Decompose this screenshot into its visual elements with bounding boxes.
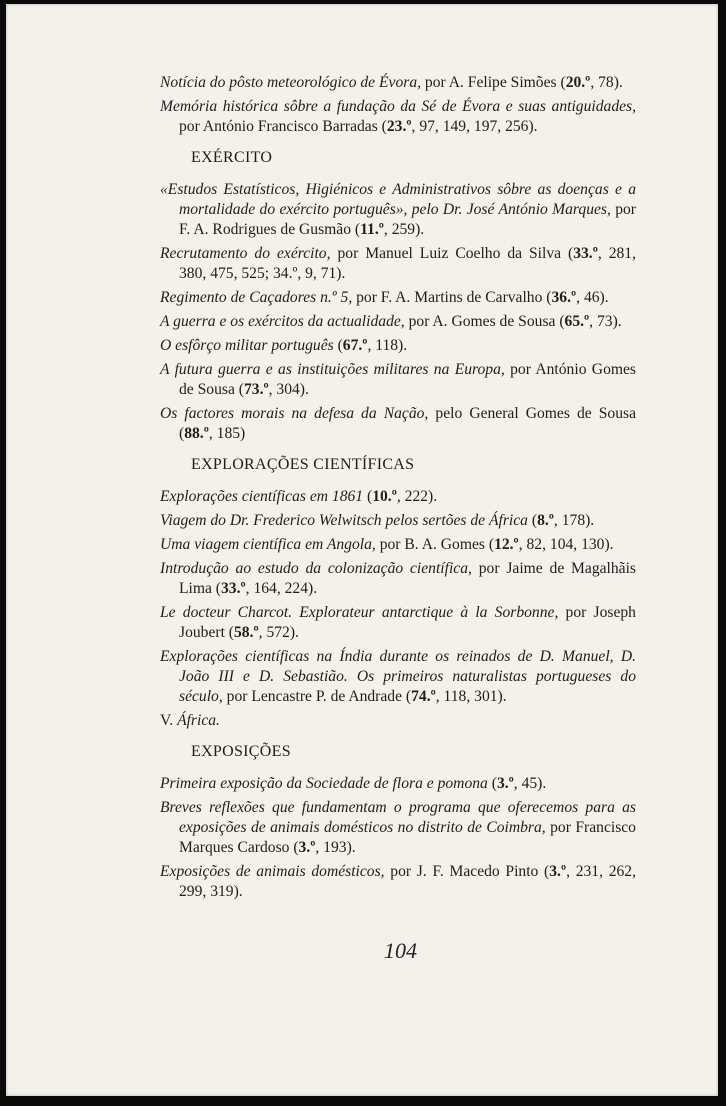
index-entry <box>160 288 636 308</box>
entry-pages: , 118, 301). <box>435 688 507 705</box>
entry-title: Recrutamento do exército, <box>160 245 331 262</box>
index-entry <box>160 97 636 137</box>
entry-title: Explorações científicas em 1861 <box>160 488 364 505</box>
entry-volume: 36.º <box>551 289 577 306</box>
entry-pages: , 281, 380, 475, 525; 34.º, 9, 71). <box>179 245 636 282</box>
entry-title: Memória histórica sôbre a fundação da Sé de Évora e suas antiguidades, <box>160 98 636 115</box>
entry-pages: , 118). <box>367 337 408 354</box>
entry-title: Os factores morais na defesa da Nação, <box>160 405 429 422</box>
entry-pages: , 222). <box>396 488 438 505</box>
entry-author: ( <box>363 488 373 505</box>
entry-pages: , 46). <box>576 289 609 306</box>
entry-author: por J. F. Macedo Pinto ( <box>384 863 550 880</box>
index-entry <box>160 487 636 507</box>
section-heading: EXPOSIÇÕES <box>191 743 291 760</box>
entry-author: por A. Gomes de Sousa ( <box>404 313 565 330</box>
entry-pages: , 259). <box>383 221 425 238</box>
entry-author: ( <box>333 337 343 354</box>
index-entry <box>160 603 636 643</box>
entry-volume: 12.º <box>494 536 519 553</box>
index-entry <box>160 711 636 731</box>
entry-volume: 67.º <box>342 337 368 354</box>
index-entry <box>160 244 636 284</box>
entry-author: pelo General Gomes de Sousa ( <box>179 405 637 442</box>
index-entry <box>160 73 636 93</box>
entry-title: Breves reflexões que fundamentam o programa que oferecemos para as exposições de animais domésticos no distrito de Coimbra, <box>160 799 636 836</box>
section-heading: EXPLORAÇÕES CIENTÍFICAS <box>191 456 415 473</box>
entry-volume: 58.º <box>234 624 259 641</box>
entry-author: por F. A. Rodrigues de Gusmão ( <box>179 201 636 238</box>
entry-volume: 88.º <box>184 425 209 442</box>
entry-pages: , 97, 149, 197, 256). <box>411 118 538 135</box>
entry-volume: 74.º <box>411 688 436 705</box>
index-entry <box>160 862 636 902</box>
index-entry <box>160 774 636 794</box>
section-heading: EXÉRCITO <box>191 149 273 166</box>
index-entry <box>160 511 636 531</box>
entry-volume: 3.º <box>496 775 514 792</box>
entry-volume: 8.º <box>537 512 554 529</box>
entry-author: por Manuel Luiz Coelho da Silva ( <box>330 245 574 262</box>
entry-pages: , 193). <box>315 839 356 856</box>
index-entry <box>160 336 636 356</box>
entry-title: África. <box>177 712 220 729</box>
entry-author: por Joseph Joubert ( <box>179 604 636 641</box>
entry-volume: 33.º <box>573 245 598 262</box>
entry-author: por António Francisco Barradas ( <box>179 118 387 135</box>
entry-pages: , 231, 262, 299, 319). <box>179 863 636 900</box>
entry-pages: , 78). <box>590 74 623 91</box>
entry-title: A guerra e os exércitos da actualidade, <box>160 313 405 330</box>
entry-title: A futura guerra e as instituições militares na Europa, <box>160 361 505 378</box>
entry-volume: 3.º <box>549 863 567 880</box>
entry-title: O esfôrço militar português <box>160 337 334 354</box>
entry-title: Explorações científicas na Índia durante os reinados de D. Manuel, D. João III e D. Sebastião. Os primeiros naturalistas portugueses do século, <box>160 648 636 705</box>
entry-volume: 20.º <box>565 74 591 91</box>
index-entry <box>160 180 636 240</box>
entry-title: Uma viagem científica em Angola, <box>160 536 376 553</box>
entry-author: por Francisco Marques Cardoso ( <box>179 819 636 856</box>
index-content <box>160 73 636 906</box>
index-entry <box>160 559 636 599</box>
entry-volume: 73.º <box>243 381 269 398</box>
index-entry <box>160 535 636 555</box>
entry-volume: 3.º <box>298 839 316 856</box>
entry-author: ( <box>527 512 538 529</box>
document-page <box>6 4 718 1096</box>
entry-title: Primeira exposição da Sociedade de flora e pomona <box>160 775 488 792</box>
entry-pages: , 73). <box>589 313 622 330</box>
entry-author: por António Gomes de Sousa ( <box>179 361 636 398</box>
entry-pages: , 45). <box>513 775 547 792</box>
index-entry <box>160 360 636 400</box>
index-entry <box>160 798 636 858</box>
entry-pages: , 304). <box>268 381 309 398</box>
entry-title: «Estudos Estatísticos, Higiénicos e Administrativos sôbre as doenças e a mortalidade do exército português», pelo Dr. José António Marques, <box>160 181 636 218</box>
entry-pages: , 178). <box>553 512 595 529</box>
index-entry <box>160 404 636 444</box>
entry-title: Regimento de Caçadores n.º 5, <box>160 289 353 306</box>
entry-pages: , 572). <box>258 624 299 641</box>
entry-title: Exposições de animais domésticos, <box>160 863 385 880</box>
entry-author: por A. Felipe Simões ( <box>421 74 566 91</box>
index-entry <box>160 647 636 707</box>
entry-volume: 10.º <box>372 488 397 505</box>
index-entry <box>160 312 636 332</box>
entry-author: ( <box>487 775 497 792</box>
entry-volume: 23.º <box>386 118 412 135</box>
entry-title: Viagem do Dr. Frederico Welwitsch pelos sertões de África <box>160 512 528 529</box>
entry-author: por B. A. Gomes ( <box>375 536 495 553</box>
page-number: 104 <box>384 938 417 963</box>
entry-author: por Lencastre P. de Andrade ( <box>222 688 412 705</box>
entry-volume: 33.º <box>221 580 246 597</box>
entry-pages: , 82, 104, 130). <box>518 536 614 553</box>
entry-author: por F. A. Martins de Carvalho ( <box>352 289 552 306</box>
entry-title: Notícia do pôsto meteorológico de Évora, <box>160 74 422 91</box>
entry-see-prefix: V. <box>160 712 178 729</box>
entry-volume: 11.º <box>360 221 384 238</box>
entry-author: por Jaime de Magalhãis Lima ( <box>179 560 636 597</box>
entry-pages: , 185) <box>208 425 246 442</box>
entry-volume: 65.º <box>564 313 590 330</box>
entry-title: Introdução ao estudo da colonização científica, <box>160 560 472 577</box>
entry-pages: , 164, 224). <box>245 580 318 597</box>
entry-title: Le docteur Charcot. Explorateur antarctique à la Sorbonne, <box>160 604 559 621</box>
